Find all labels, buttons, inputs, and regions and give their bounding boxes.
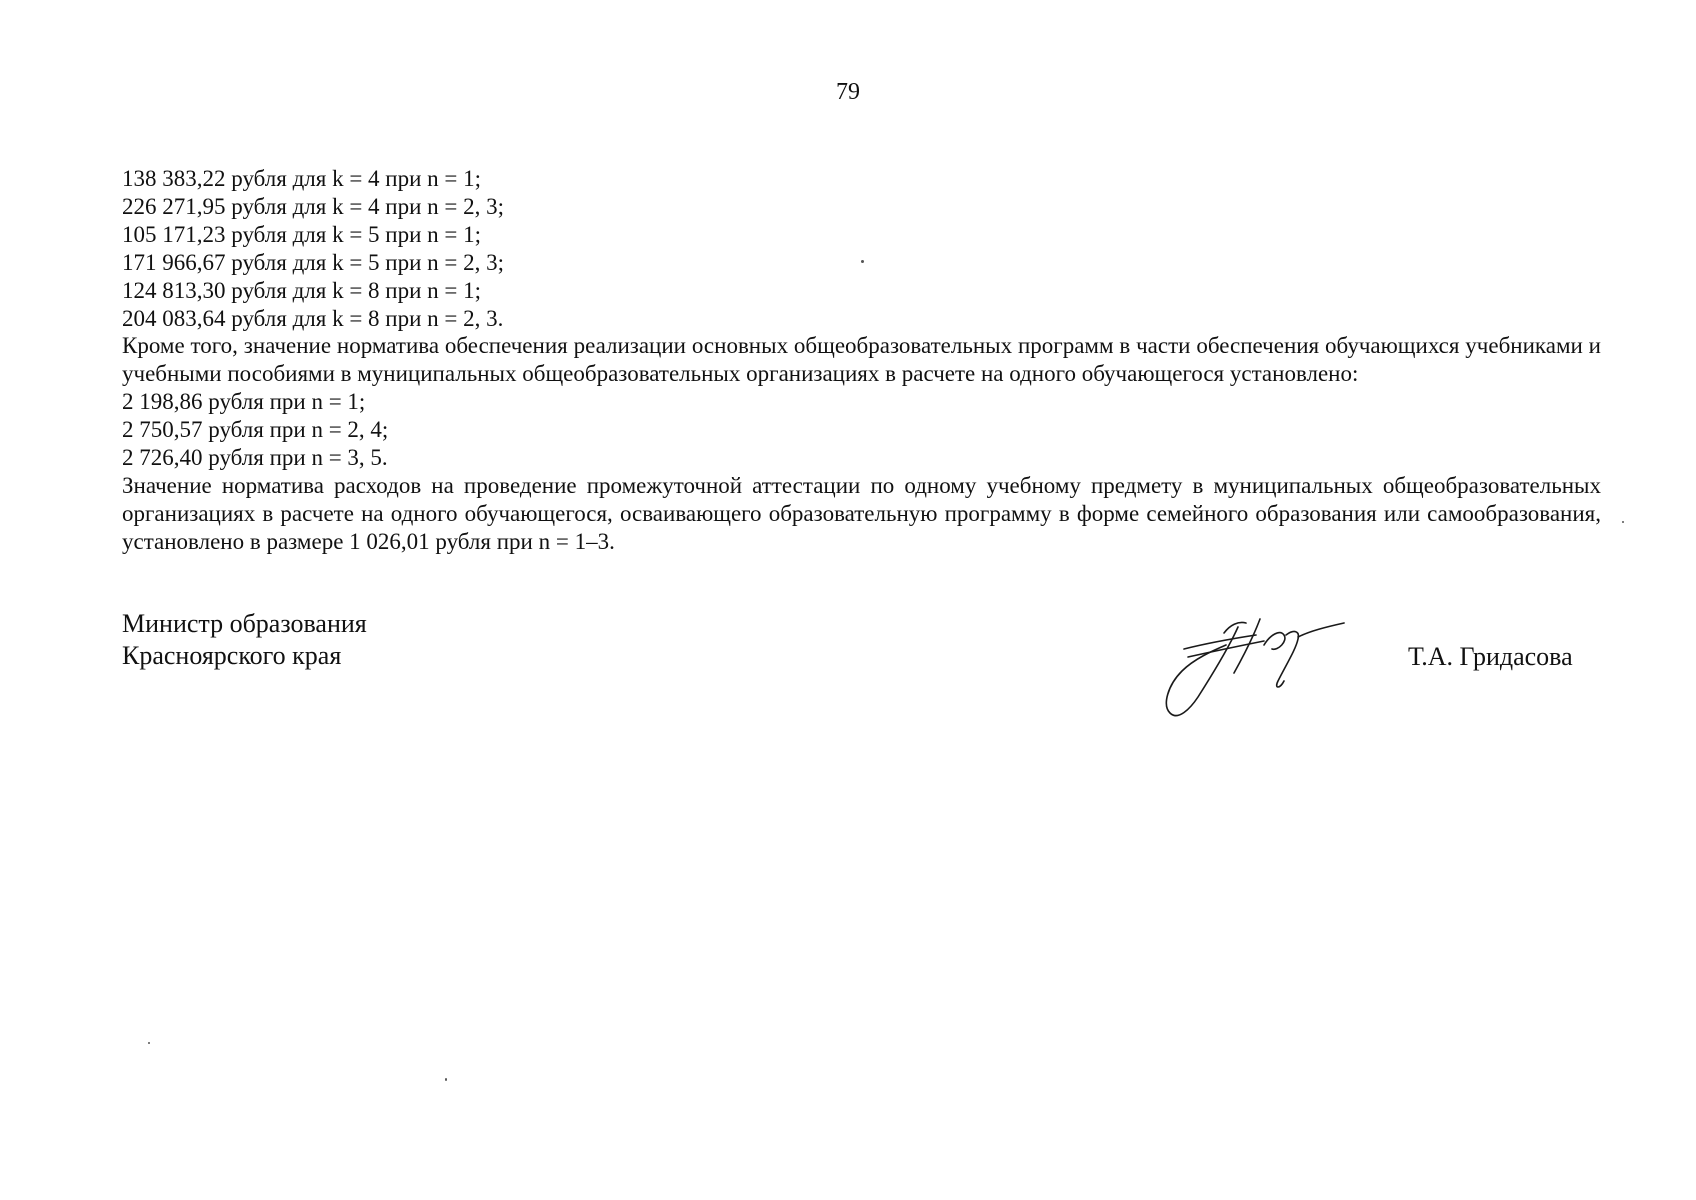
rate-line: 204 083,64 рубля для k = 8 при n = 2, 3. <box>122 305 504 331</box>
document-body <box>122 165 1601 556</box>
textbook-rate-line: 2 726,40 рубля при n = 3, 5. <box>122 445 388 471</box>
scan-speck <box>445 1078 447 1081</box>
rate-line: 226 271,95 рубля для k = 4 при n = 2, 3; <box>122 193 505 219</box>
signatory-title <box>122 608 367 672</box>
signatory-title-line: Министр образования <box>122 609 367 638</box>
scan-speck <box>148 1042 150 1044</box>
handwritten-signature <box>1160 605 1350 725</box>
scan-speck <box>861 260 864 263</box>
rate-line: 171 966,67 рубля для k = 5 при n = 2, 3; <box>122 249 505 275</box>
textbook-rate-line: 2 198,86 рубля при n = 1; <box>122 389 366 415</box>
attestation-paragraph: Значение норматива расходов на проведение промежуточной аттестации по одному учебному предмету в муниципальных общеобразовательных организациях в расчете на одного обучающегося, осваивающего образовательную программу в форме семейного образования или самообразования, установлено в размере 1 026,01 рубля при n = 1–3. <box>122 472 1601 554</box>
signatory-title-line: Красноярского края <box>122 641 342 670</box>
rate-line: 105 171,23 рубля для k = 5 при n = 1; <box>122 221 482 247</box>
rate-line: 124 813,30 рубля для k = 8 при n = 1; <box>122 277 482 303</box>
textbook-paragraph: Кроме того, значение норматива обеспечения реализации основных общеобразовательных программ в части обеспечения обучающихся учебниками и учебными пособиями в муниципальных общеобразовательных организациях в расчете на одного обучающегося установлено: <box>122 333 1601 387</box>
page-number: 79 <box>836 79 860 105</box>
textbook-rate-line: 2 750,57 рубля при n = 2, 4; <box>122 417 389 443</box>
rate-line: 138 383,22 рубля для k = 4 при n = 1; <box>122 166 482 191</box>
signer-name: Т.А. Гридасова <box>1408 642 1573 671</box>
scan-speck <box>1622 521 1624 523</box>
